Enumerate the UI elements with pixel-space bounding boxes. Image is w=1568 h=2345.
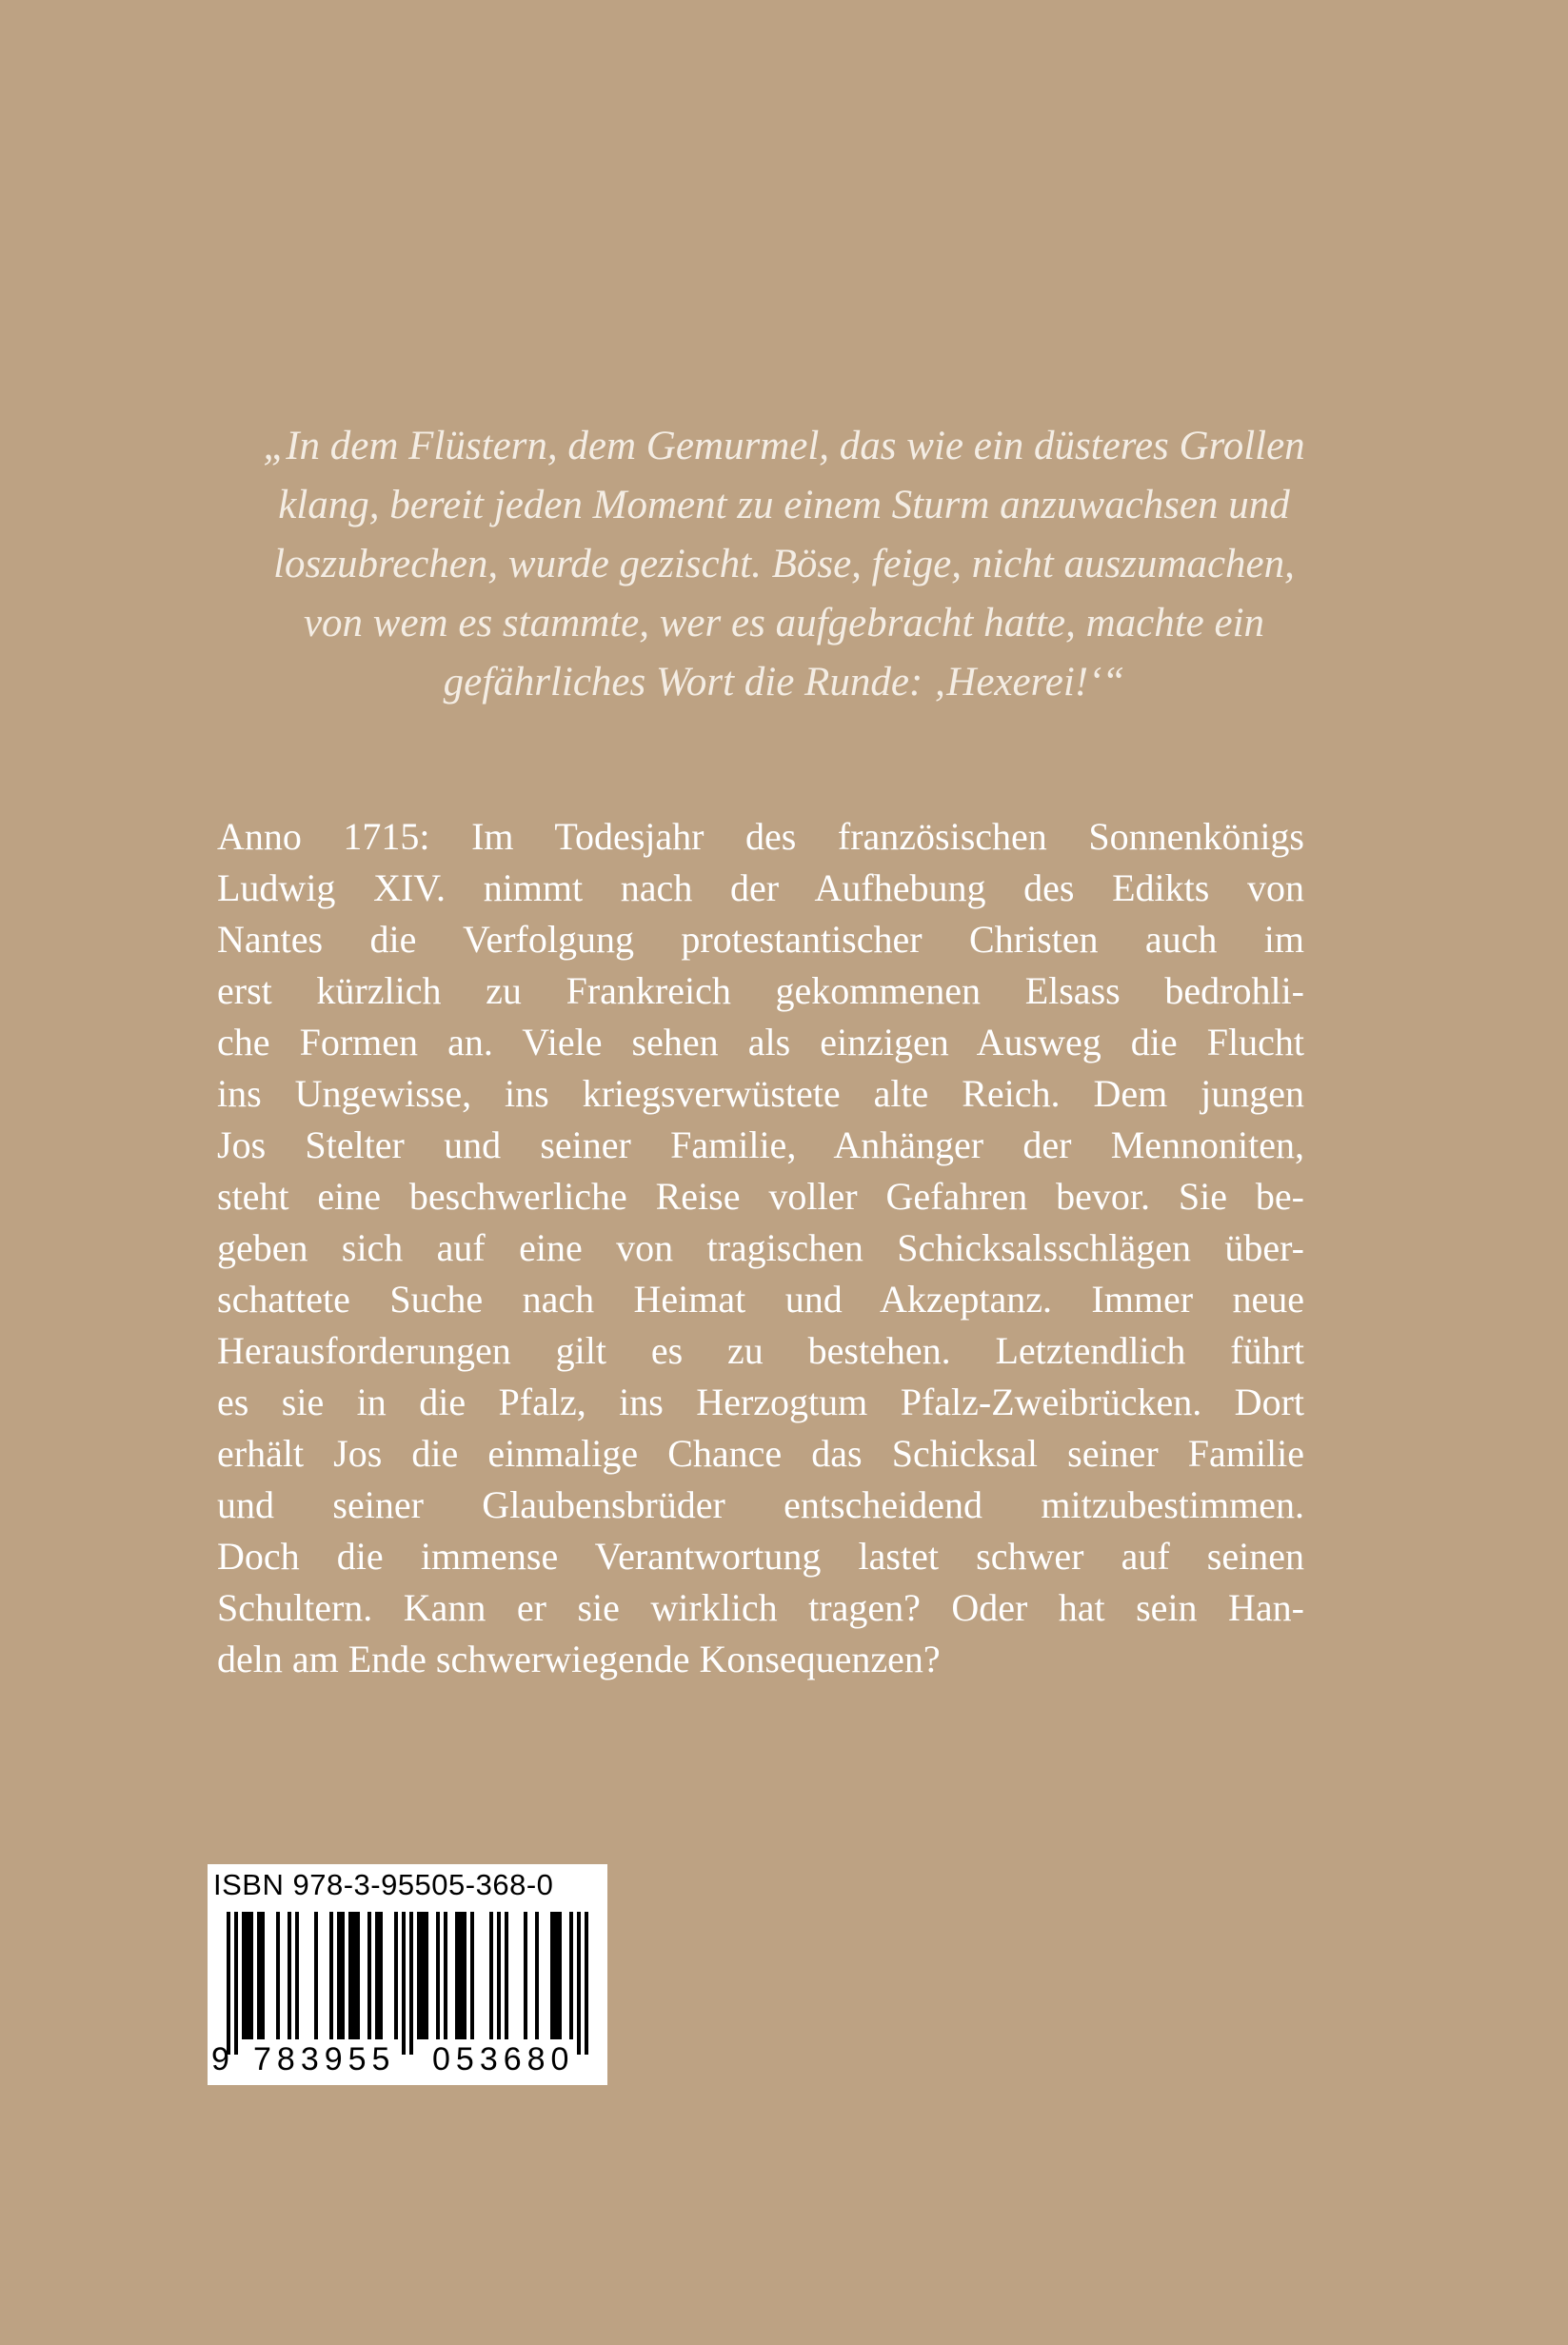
barcode-bar bbox=[470, 1912, 474, 2039]
blurb-line: Nantes die Verfolgung protestantischer Christen auch im bbox=[217, 918, 1304, 961]
blurb-line: Anno 1715: Im Todesjahr des französischen Sonnenkönigs bbox=[217, 815, 1304, 858]
blurb-line: es sie in die Pfalz, ins Herzogtum Pfalz-Zweibrücken. Dort bbox=[217, 1381, 1304, 1423]
blurb-line: Ludwig XIV. nimmt nach der Aufhebung des Edikts von bbox=[217, 866, 1304, 909]
barcode-bar bbox=[348, 1912, 352, 2039]
barcode-bar bbox=[417, 1912, 421, 2039]
blurb-line: Schultern. Kann er sie wirklich tragen? Oder hat sein Han- bbox=[217, 1586, 1304, 1629]
blurb-line: Doch die immense Verantwortung lastet schwer auf seinen bbox=[217, 1535, 1304, 1578]
blurb-line: erhält Jos die einmalige Chance das Schicksal seiner Familie bbox=[217, 1432, 1304, 1475]
quote-line: loszubrechen, wurde gezischt. Böse, feige, nicht auszumachen, bbox=[273, 542, 1295, 586]
barcode-bar bbox=[558, 1912, 562, 2039]
barcode-guard-bar bbox=[227, 1912, 230, 2055]
barcode-bar bbox=[367, 1912, 371, 2039]
barcode-bar bbox=[569, 1912, 573, 2039]
barcode-bar bbox=[246, 1912, 249, 2039]
barcode-left-group: 783955 bbox=[253, 2041, 396, 2077]
barcode-bar bbox=[505, 1912, 508, 2039]
barcode-bar bbox=[276, 1912, 280, 2039]
barcode-bar bbox=[444, 1912, 447, 2039]
blurb-line: che Formen an. Viele sehen als einzigen Ausweg die Flucht bbox=[217, 1021, 1304, 1063]
barcode-bar bbox=[524, 1912, 527, 2039]
isbn-barcode-box bbox=[208, 1864, 607, 2085]
barcode-bar bbox=[554, 1912, 558, 2039]
quote-line: klang, bereit jeden Moment zu einem Sturm anzuwachsen und bbox=[278, 483, 1290, 527]
blurb-line: schattete Suche nach Heimat und Akzeptanz. Immer neue bbox=[217, 1278, 1304, 1321]
barcode-bar bbox=[425, 1912, 428, 2039]
blurb-line: ins Ungewisse, ins kriegsverwüstete alte Reich. Dem jungen bbox=[217, 1072, 1304, 1115]
blurb-text bbox=[217, 811, 1304, 1685]
barcode-bar bbox=[341, 1912, 345, 2039]
quote-block bbox=[190, 417, 1378, 712]
blurb-line: steht eine beschwerliche Reise voller Gefahren bevor. Sie be- bbox=[217, 1175, 1304, 1218]
barcode-bar bbox=[329, 1912, 333, 2039]
quote-line: von wem es stammte, wer es aufgebracht hatte, machte ein bbox=[303, 601, 1265, 646]
barcode-bar bbox=[352, 1912, 356, 2039]
barcode-icon bbox=[227, 1912, 588, 2055]
barcode-bar bbox=[288, 1912, 291, 2039]
quote-line: „In dem Flüstern, dem Gemurmel, das wie ein düsteres Grollen bbox=[263, 424, 1305, 468]
barcode-bar bbox=[489, 1912, 493, 2039]
blurb-line: erst kürzlich zu Frankreich gekommenen Elsass bedrohli- bbox=[217, 969, 1304, 1012]
barcode-bar bbox=[379, 1912, 383, 2039]
barcode-bar bbox=[550, 1912, 554, 2039]
barcode-bar bbox=[421, 1912, 425, 2039]
barcode-bar bbox=[356, 1912, 360, 2039]
barcode-bar bbox=[535, 1912, 539, 2039]
barcode-first-digit: 9 bbox=[211, 2041, 229, 2077]
barcode-bar bbox=[249, 1912, 253, 2039]
barcode-bar bbox=[314, 1912, 318, 2039]
barcode-bar bbox=[261, 1912, 265, 2039]
barcode-bar bbox=[375, 1912, 379, 2039]
barcode-bar bbox=[394, 1912, 398, 2039]
barcode-guard-bar bbox=[585, 1912, 588, 2055]
blurb-line: und seiner Glaubensbrüder entscheidend mitzubestimmen. bbox=[217, 1483, 1304, 1526]
barcode-right-group: 053680 bbox=[432, 2041, 575, 2077]
blurb-line: Herausforderungen gilt es zu bestehen. Letztendlich führt bbox=[217, 1329, 1304, 1372]
barcode-guard-bar bbox=[402, 1912, 406, 2055]
barcode-bar bbox=[295, 1912, 299, 2039]
barcode-bar bbox=[455, 1912, 459, 2039]
isbn-label: ISBN 978-3-95505-368-0 bbox=[213, 1868, 554, 1901]
barcode-bar bbox=[337, 1912, 341, 2039]
barcode-bar bbox=[459, 1912, 463, 2039]
quote-line: gefährliches Wort die Runde: ‚Hexerei!‘“ bbox=[443, 660, 1125, 705]
blurb-line: geben sich auf eine von tragischen Schicksalsschlägen über- bbox=[217, 1226, 1304, 1269]
barcode-bar bbox=[497, 1912, 501, 2039]
barcode-bar bbox=[257, 1912, 261, 2039]
barcode-guard-bar bbox=[234, 1912, 238, 2055]
barcode-bar bbox=[436, 1912, 440, 2039]
barcode-guard-bar bbox=[409, 1912, 413, 2055]
barcode-bar bbox=[242, 1912, 246, 2039]
blurb-line: deln am Ende schwerwiegende Konsequenzen? bbox=[217, 1638, 941, 1680]
barcode-guard-bar bbox=[577, 1912, 581, 2055]
barcode-bar bbox=[463, 1912, 466, 2039]
blurb-line: Jos Stelter und seiner Familie, Anhänger der Mennoniten, bbox=[217, 1123, 1304, 1166]
